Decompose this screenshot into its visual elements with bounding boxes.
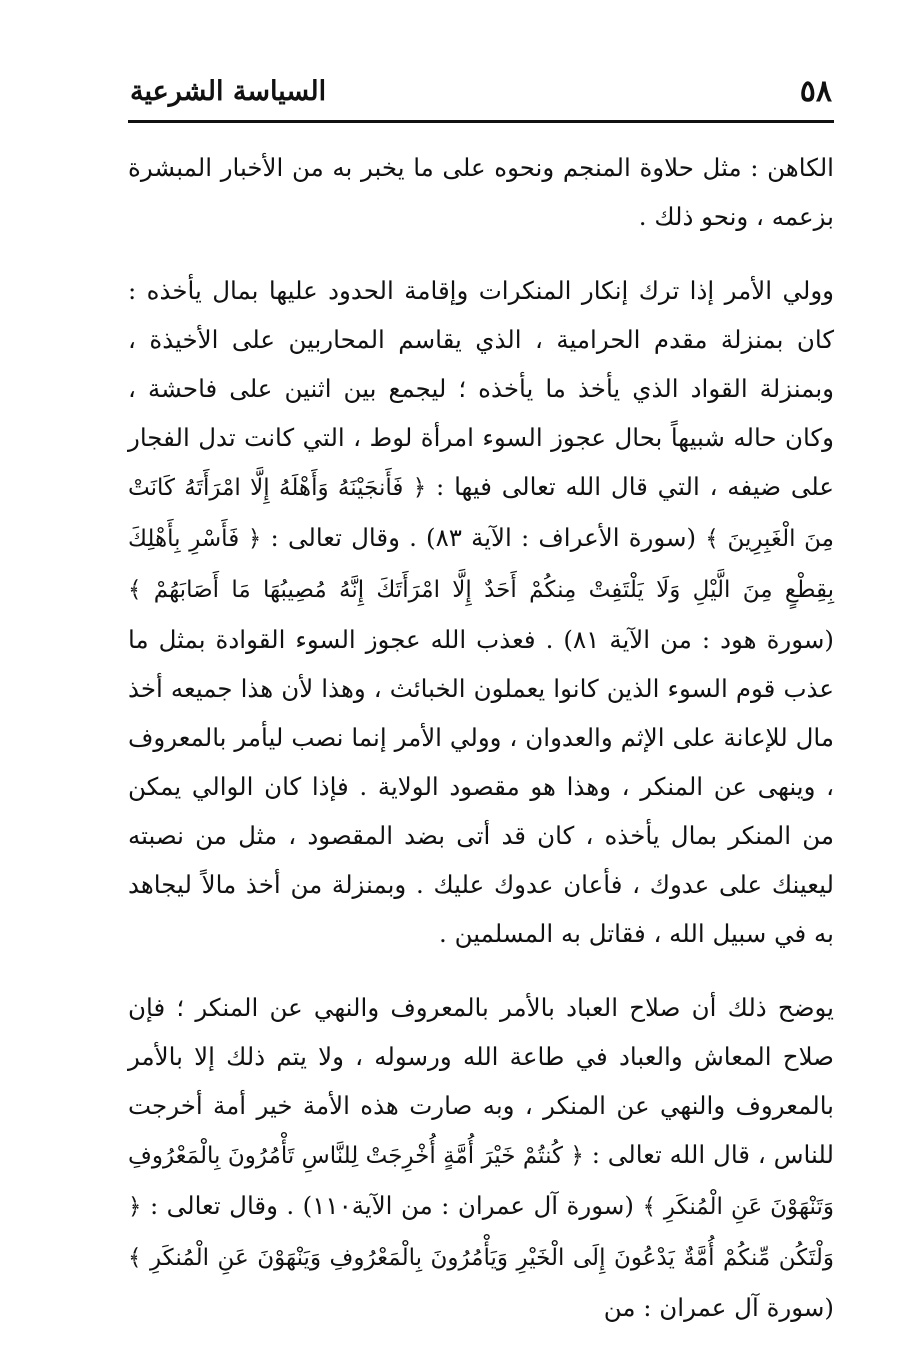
quran-verse: ﴿ وَلْتَكُن مِّنكُمْ أُمَّةٌ يَدْعُونَ إِلَى الْخَيْرِ وَيَأْمُرُونَ بِالْمَعْرُوفِ وَيَنْهَوْنَ عَنِ الْمُنكَرِ ﴾: [128, 1194, 834, 1271]
paragraph-2: [128, 266, 834, 958]
paragraph-3: [128, 983, 834, 1332]
paragraph-1: [128, 143, 834, 241]
surah-citation: (سورة الأعراف : الآية ٨٣) . وقال تعالى :: [261, 523, 697, 552]
surah-citation: (سورة آل عمران : من الآية١١٠) . وقال تعالى :: [141, 1191, 634, 1220]
book-title: السياسة الشرعية: [130, 76, 327, 107]
running-head: [128, 70, 834, 123]
text-segment: وولي الأمر إذا ترك إنكار المنكرات وإقامة الحدود عليها بمال يأخذه : كان بمنزلة مقدم الحرامية ، الذي يقاسم المحاربين على الأخيذة ، وبمنزلة القواد الذي يأخذ ما يأخذه ؛ ليجمع بين اثنين على فاحشة ، وكان حاله شبيهاً بحال عجوز السوء امرأة لوط ، التي كانت تدل الفجار على ضيفه ، التي قال الله تعالى فيها :: [128, 276, 834, 501]
page-number: ٥٨: [799, 74, 832, 109]
body-text: [128, 143, 834, 1332]
book-page: [128, 70, 834, 1332]
quran-verse: ﴿ فَأَسْرِ بِأَهْلِكَ بِقِطْعٍ مِنَ الَّيْلِ وَلَا يَلْتَفِتْ مِنكُمْ أَحَدٌ إِلَّا امْرَأَتَكَ إِنَّهُ مُصِيبُهَا مَا أَصَابَهُمْ ﴾: [128, 526, 834, 603]
text-segment: الكاهن : مثل حلاوة المنجم ونحوه على ما يخبر به من الأخبار المبشرة بزعمه ، ونحو ذلك .: [128, 153, 834, 231]
surah-citation: (سورة آل عمران : من: [603, 1293, 834, 1322]
text-segment: يوضح ذلك أن صلاح العباد بالأمر بالمعروف والنهي عن المنكر ؛ فإن صلاح المعاش والعباد في طاعة الله ورسوله ، ولا يتم ذلك إلا بالأمر بالمعروف والنهي عن المنكر ، وبه صارت هذه الأمة خير أمة أخرجت للناس ، قال الله تعالى :: [128, 993, 834, 1169]
text-segment: (سورة هود : من الآية ٨١) . فعذب الله عجوز السوء القوادة بمثل ما عذب قوم السوء الذين كانوا يعملون الخبائث ، وهذا لأن هذا جميعه أخذ مال للإعانة على الإثم والعدوان ، وولي الأمر إنما نصب ليأمر بالمعروف ، وينهى عن المنكر ، وهذا هو مقصود الولاية . فإذا كان الوالي يمكن من المنكر بمال يأخذه ، كان قد أتى بضد المقصود ، مثل من نصبته ليعينك على عدوك ، فأعان عدوك عليك . وبمنزلة من أخذ مالاً ليجاهد به في سبيل الله ، فقاتل به المسلمين .: [128, 625, 834, 948]
quran-verse: ﴿ كُنتُمْ خَيْرَ أُمَّةٍ أُخْرِجَتْ لِلنَّاسِ تَأْمُرُونَ بِالْمَعْرُوفِ وَتَنْهَوْنَ عَنِ الْمُنكَرِ ﴾: [128, 1143, 834, 1220]
quran-verse: ﴿ فَأَنجَيْنَهُ وَأَهْلَهُ إِلَّا امْرَأَتَهُ كَانَتْ مِنَ الْغَبِرِينَ ﴾: [128, 475, 834, 552]
